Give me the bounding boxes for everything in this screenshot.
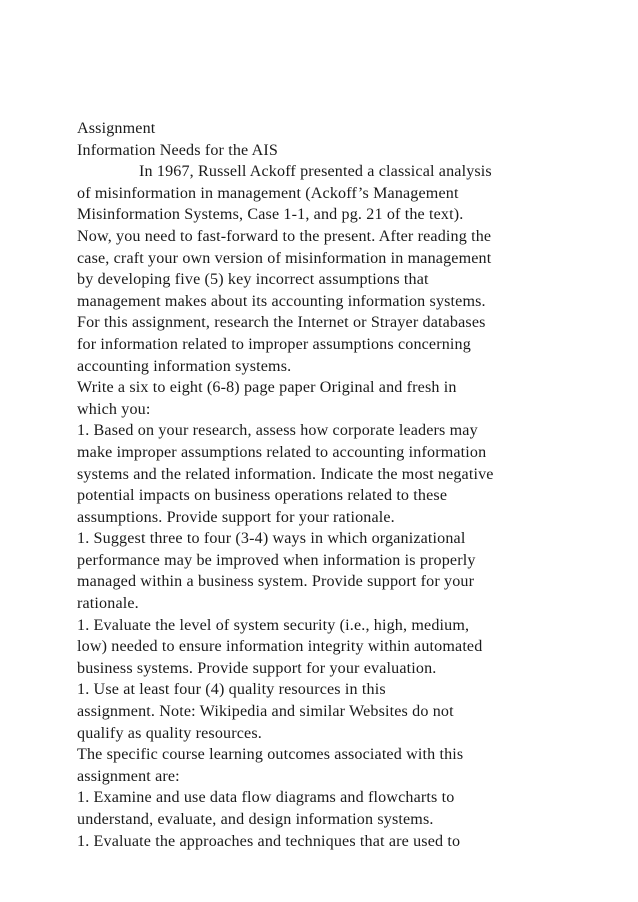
body-line: of misinformation in management (Ackoff’s Management	[77, 184, 459, 202]
body-line: low) needed to ensure information integrity within automated	[77, 638, 483, 656]
list-item-line: 1. Evaluate the level of system security (i.e., high, medium,	[77, 616, 470, 634]
body-line: business systems. Provide support for your evaluation.	[77, 659, 437, 677]
document-body	[77, 118, 622, 852]
body-line: assignment. Note: Wikipedia and similar Websites do not	[77, 703, 454, 721]
list-item-line: 1. Based on your research, assess how corporate leaders may	[77, 422, 478, 440]
body-line: Now, you need to fast-forward to the present. After reading the	[77, 227, 492, 245]
assignment-heading: Assignment	[77, 120, 156, 137]
body-line: managed within a business system. Provide support for your	[77, 573, 475, 591]
body-line: performance may be improved when information is properly	[77, 551, 476, 569]
list-item-line: 1. Suggest three to four (3-4) ways in which organizational	[77, 530, 466, 548]
list-item-line: 1. Examine and use data flow diagrams and flowcharts to	[77, 789, 455, 807]
body-line: which you:	[77, 400, 151, 418]
body-line: assignment are:	[77, 767, 180, 785]
body-line: Misinformation Systems, Case 1-1, and pg. 21 of the text).	[77, 206, 464, 224]
body-line: qualify as quality resources.	[77, 724, 262, 742]
list-item-line: 1. Evaluate the approaches and techniques that are used to	[77, 832, 461, 850]
body-line: by developing five (5) key incorrect assumptions that	[77, 271, 429, 289]
body-line: Write a six to eight (6-8) page paper Original and fresh in	[77, 379, 457, 397]
body-line: assumptions. Provide support for your rationale.	[77, 508, 395, 526]
body-line: potential impacts on business operations related to these	[77, 487, 448, 505]
body-line: understand, evaluate, and design information systems.	[77, 811, 434, 828]
list-item-line: 1. Use at least four (4) quality resources in this	[77, 681, 386, 699]
body-line: accounting information systems.	[77, 357, 292, 375]
body-line: In 1967, Russell Ackoff presented a classical analysis	[139, 163, 492, 181]
body-line: for information related to improper assumptions concerning	[77, 335, 471, 353]
body-line: For this assignment, research the Internet or Strayer databases	[77, 314, 486, 332]
body-line: rationale.	[77, 595, 139, 613]
body-line: make improper assumptions related to accounting information	[77, 443, 487, 461]
body-line: The specific course learning outcomes associated with this	[77, 746, 464, 764]
body-line: case, craft your own version of misinformation in management	[77, 249, 492, 267]
body-line: management makes about its accounting information systems.	[77, 292, 486, 310]
body-line: systems and the related information. Indicate the most negative	[77, 465, 494, 483]
assignment-title: Information Needs for the AIS	[77, 141, 279, 159]
